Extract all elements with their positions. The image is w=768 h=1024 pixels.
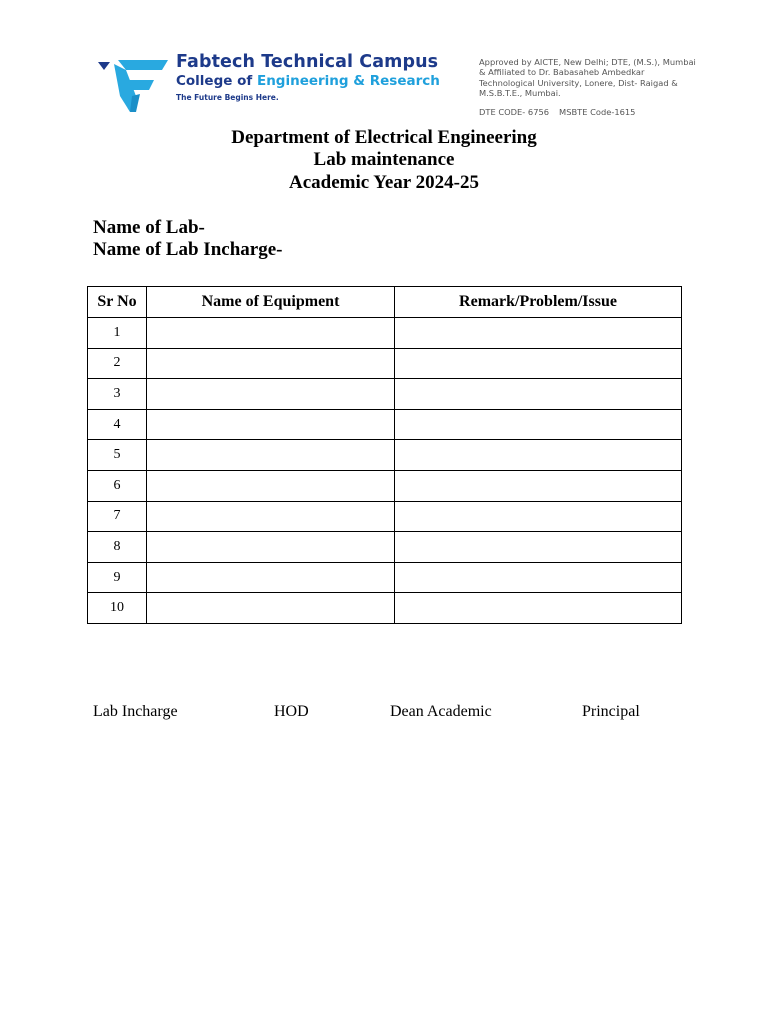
- table-row: [88, 409, 682, 440]
- signature-lab-incharge: Lab Incharge: [93, 703, 178, 720]
- equipment-cell[interactable]: [147, 318, 395, 349]
- equipment-cell[interactable]: [147, 501, 395, 532]
- table-row: [88, 593, 682, 624]
- remark-cell[interactable]: [395, 440, 682, 471]
- sr-no-cell: 3: [88, 379, 147, 410]
- remark-cell[interactable]: [395, 318, 682, 349]
- sr-no-cell: 5: [88, 440, 147, 471]
- table-row: [88, 562, 682, 593]
- equipment-cell[interactable]: [147, 440, 395, 471]
- college-name: [176, 73, 440, 89]
- sr-no-cell: 2: [88, 348, 147, 379]
- table-row: [88, 470, 682, 501]
- college-name-part1: College of: [176, 73, 257, 89]
- document-title: Lab maintenance: [313, 149, 455, 170]
- remark-cell[interactable]: [395, 593, 682, 624]
- column-header-remark: Remark/Problem/Issue: [395, 287, 682, 318]
- college-name-part2: Engineering & Research: [256, 73, 440, 89]
- equipment-cell[interactable]: [147, 562, 395, 593]
- equipment-cell[interactable]: [147, 532, 395, 563]
- institute-codes: [479, 107, 635, 117]
- remark-cell[interactable]: [395, 348, 682, 379]
- letterhead: [96, 52, 696, 118]
- lab-name-label: Name of Lab-: [93, 217, 205, 238]
- table-row: [88, 440, 682, 471]
- sr-no-cell: 9: [88, 562, 147, 593]
- remark-cell[interactable]: [395, 470, 682, 501]
- remark-cell[interactable]: [395, 379, 682, 410]
- signature-principal: Principal: [582, 703, 640, 720]
- campus-name: Fabtech Technical Campus: [176, 52, 439, 72]
- equipment-cell[interactable]: [147, 379, 395, 410]
- sr-no-cell: 7: [88, 501, 147, 532]
- dte-code: DTE CODE- 6756: [479, 107, 550, 117]
- fabtech-logo-icon: [96, 56, 172, 114]
- sr-no-cell: 6: [88, 470, 147, 501]
- column-header-sr-no: Sr No: [88, 287, 147, 318]
- remark-cell[interactable]: [395, 562, 682, 593]
- tagline: The Future Begins Here.: [176, 93, 279, 102]
- sr-no-cell: 10: [88, 593, 147, 624]
- sr-no-cell: 8: [88, 532, 147, 563]
- department-heading: Department of Electrical Engineering: [231, 127, 537, 148]
- column-header-equipment: Name of Equipment: [147, 287, 395, 318]
- sr-no-cell: 4: [88, 409, 147, 440]
- equipment-cell[interactable]: [147, 593, 395, 624]
- remark-cell[interactable]: [395, 501, 682, 532]
- remark-cell[interactable]: [395, 532, 682, 563]
- table-row: [88, 501, 682, 532]
- table-row: [88, 318, 682, 349]
- signature-dean-academic: Dean Academic: [390, 703, 492, 720]
- table-row: [88, 348, 682, 379]
- lab-incharge-label: Name of Lab Incharge-: [93, 239, 283, 260]
- equipment-cell[interactable]: [147, 409, 395, 440]
- remark-cell[interactable]: [395, 409, 682, 440]
- approval-text: Approved by AICTE, New Delhi; DTE, (M.S.), Mumbai & Affiliated to Dr. Babasaheb Ambedkar Technological University, Lonere, Dist- Raigad & M.S.B.T.E., Mumbai.: [479, 57, 696, 98]
- academic-year: Academic Year 2024-25: [289, 172, 479, 193]
- sr-no-cell: 1: [88, 318, 147, 349]
- table-row: [88, 532, 682, 563]
- table-header-row: [88, 287, 682, 318]
- signature-hod: HOD: [274, 703, 309, 720]
- equipment-cell[interactable]: [147, 470, 395, 501]
- msbte-code: MSBTE Code-1615: [559, 107, 636, 117]
- table-row: [88, 379, 682, 410]
- equipment-table: [87, 286, 682, 624]
- equipment-cell[interactable]: [147, 348, 395, 379]
